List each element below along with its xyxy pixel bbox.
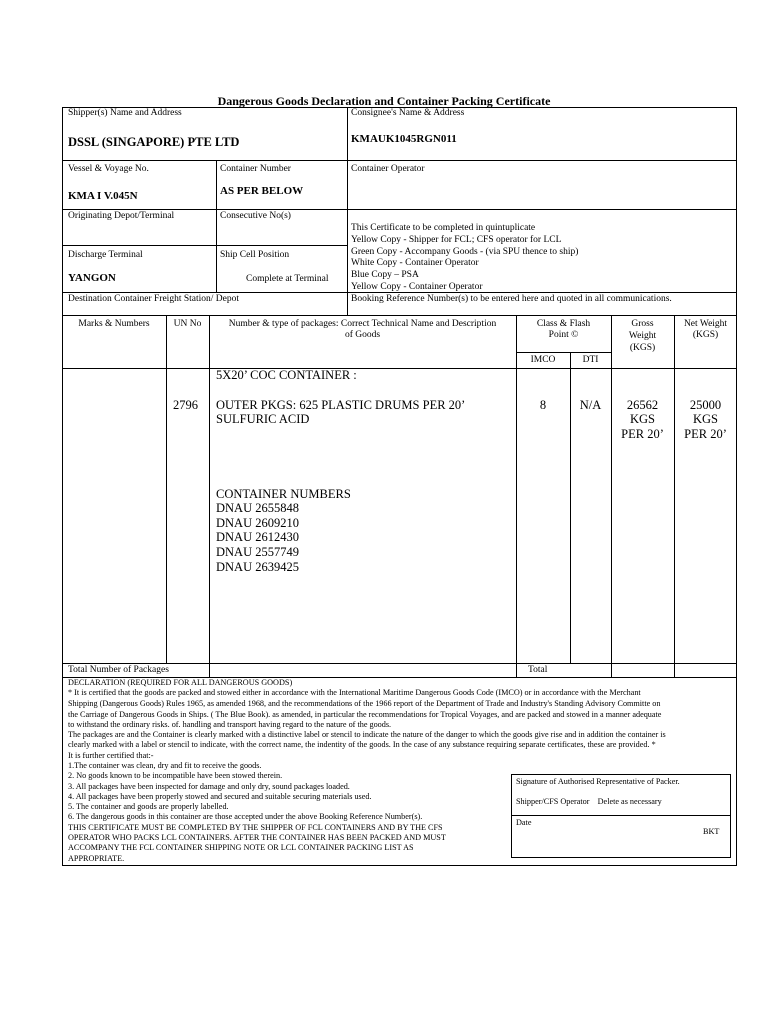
vessel-value: KMA I V.045N [68,190,138,202]
gross-unit: KGS [629,412,655,426]
container-number-value: AS PER BELOW [220,185,304,197]
closing-line: THIS CERTIFICATE MUST BE COMPLETED BY THE SHIPPER OF FCL CONTAINERS AND BY THE CFS [68,823,443,832]
signature-box[interactable] [511,774,731,858]
shipper-value: DSSL (SINGAPORE) PTE LTD [68,135,240,149]
divider [62,315,737,316]
cert-note: Blue Copy – PSA [351,270,419,280]
originating-depot-label: Originating Depot/Terminal [68,211,175,221]
goods-line: SULFURIC ACID [216,412,310,426]
container-id: DNAU 2609210 [216,516,299,530]
total-label: Total [528,665,548,675]
container-id: DNAU 2557749 [216,545,299,559]
header-marks: Marks & Numbers [78,319,150,329]
certified-item: 2. No goods known to be incompatible have been stowed therein. [68,771,283,780]
closing-line: APPROPRIATE. [68,854,125,863]
ship-cell-value: Complete at Terminal [246,274,329,284]
header-dti: DTI [582,355,599,365]
goods-line: 5X20’ COC CONTAINER : [216,368,357,382]
header-packages: Number & type of packages: Correct Technical Name and Description [228,319,497,329]
booking-note: Booking Reference Number(s) to be entered here and quoted in all communications. [351,294,672,304]
document-title: Dangerous Goods Declaration and Container Packing Certificate [217,94,551,108]
discharge-value: YANGON [68,272,116,284]
consecutive-label: Consecutive No(s) [220,211,291,221]
declaration-line: clearly marked with a label or stencil to indicate, with the correct name, the indentity of the goods. In the case of any substance requiring separate certificates, these are provided. * [68,740,656,749]
cert-note: White Copy - Container Operator [351,258,479,268]
divider [347,107,348,315]
certified-item: 5. The container and goods are properly labelled. [68,802,229,811]
shipper-cfs-label: Shipper/CFS Operator Delete as necessary [516,797,662,806]
header-gross: Gross [631,319,654,329]
cert-note: Yellow Copy - Container Operator [351,282,483,292]
divider [62,209,737,210]
divider [62,368,737,369]
discharge-label: Discharge Terminal [68,250,143,260]
divider [166,315,167,663]
container-id: DNAU 2612430 [216,530,299,544]
dti-value: N/A [579,398,602,412]
declaration-line: It is further certified that:- [68,751,154,760]
header-net: Net Weight [683,319,728,329]
cert-note: Yellow Copy - Shipper for FCL; CFS operator for LCL [351,235,562,245]
header-class-2: Point © [548,330,579,340]
divider [674,315,675,677]
container-number-label: Container Number [220,164,291,174]
header-gross-3: (KGS) [629,343,656,353]
header-class: Class & Flash [536,319,591,329]
total-packages-label: Total Number of Packages [68,665,169,675]
header-gross-2: Weight [628,331,657,341]
closing-line: ACCOMPANY THE FCL CONTAINER SHIPPING NOTE OR LCL CONTAINER PACKING LIST AS [68,843,414,852]
container-id: DNAU 2639425 [216,560,299,574]
declaration-line: * It is certified that the goods are packed and stowed either in accordance with the International Maritime Dangerous Goods Code (IMCO) or in accordance with the Merchant [68,688,641,697]
signature-label: Signature of Authorised Representative of Packer. [516,777,680,786]
header-un-no: UN No [173,319,202,329]
ship-cell-label: Ship Cell Position [220,250,290,260]
divider [516,352,611,353]
certified-item: 1.The container was clean, dry and fit to receive the goods. [68,761,262,770]
cert-note: Green Copy - Accompany Goods - (via SPU thence to ship) [351,247,579,257]
divider [62,160,737,161]
vessel-label: Vessel & Voyage No. [68,164,149,174]
header-net-2: (KGS) [692,330,719,340]
declaration-line: to withstand the ordinary risks. of. handling and transport having regard to the nature of the goods. [68,720,392,729]
consignee-value: KMAUK1045RGN011 [351,133,457,145]
gross-per: PER 20’ [621,427,664,441]
closing-line: OPERATOR WHO PACKS LCL CONTAINERS. AFTER THE CONTAINER HAS BEEN PACKED AND MUST [68,833,446,842]
container-id: DNAU 2655848 [216,501,299,515]
certified-item: 3. All packages have been inspected for damage and only dry, sound packages loaded. [68,782,350,791]
imco-value: 8 [539,398,547,412]
divider [62,245,348,246]
declaration-line: DECLARATION (REQUIRED FOR ALL DANGEROUS GOODS) [68,678,293,687]
declaration-line: the Carriage of Dangerous Goods in Ships. ( The Blue Book). as amended, in particular the recommendations for Tropical Voyages, and are packed and stowed in a manner adequate [68,710,662,719]
shipper-label: Shipper(s) Name and Address [68,108,182,118]
net-per: PER 20’ [684,427,727,441]
declaration-line: Shipping (Dangerous Goods) Rules 1965, as amended 1968, and the recommendations of the 1966 report of the Department of Trade and Industry's Standing Advisory Committe on [68,699,661,708]
gross-value: 26562 [626,398,659,412]
header-packages-2: of Goods [344,330,381,340]
container-numbers-heading: CONTAINER NUMBERS [216,487,351,501]
destination-label: Destination Container Freight Station/ Depot [68,294,239,304]
date-label: Date [516,818,532,827]
net-unit: KGS [692,412,718,426]
bkt-label: BKT [703,827,720,836]
header-imco: IMCO [530,355,556,365]
goods-line: OUTER PKGS: 625 PLASTIC DRUMS PER 20’ [216,398,466,412]
un-number: 2796 [173,398,198,412]
divider [611,315,612,677]
divider [209,315,210,677]
divider [62,663,737,664]
certified-item: 4. All packages have been properly stowed and secured and suitable securing materials used. [68,792,372,801]
net-value: 25000 [689,398,722,412]
consignee-label: Consignee's Name & Address [351,108,465,118]
divider [516,315,517,677]
cert-note: This Certificate to be completed in quintuplicate [351,223,536,233]
divider [216,160,217,292]
divider [511,815,731,816]
declaration-line: The packages are and the Container is clearly marked with a distinctive label or stencil to indicate the nature of the danger to which the goods give rise and in addition the container is [68,730,666,739]
certified-item: 6. The dangerous goods in this container are those accepted under the above Booking Reference Number(s). [68,812,423,821]
container-operator-label: Container Operator [351,164,425,174]
